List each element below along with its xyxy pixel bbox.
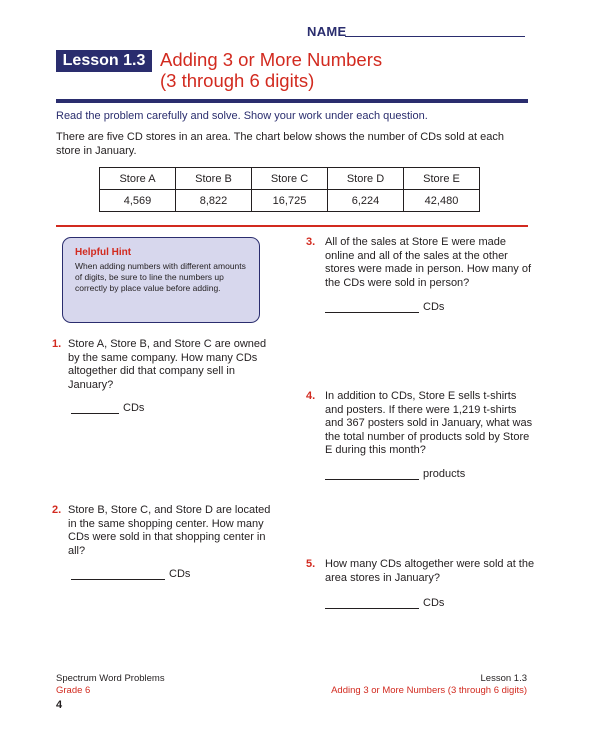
footer-left <box>56 673 165 697</box>
table-header-cell: Store B <box>176 168 252 190</box>
table-cell: 4,569 <box>100 190 176 212</box>
footer-lesson: Lesson 1.3 <box>480 673 527 684</box>
question-number: 4. <box>306 390 316 402</box>
hint-title: Helpful Hint <box>75 247 132 258</box>
lesson-title <box>160 49 382 91</box>
name-line[interactable] <box>345 36 525 37</box>
question-number: 1. <box>52 338 62 350</box>
table-cell: 42,480 <box>404 190 480 212</box>
context-text: There are five CD stores in an area. The chart below shows the number of CDs sold at each store in January. <box>56 131 504 157</box>
question-text: All of the sales at Store E were made online and all of the sales at the other stores were made in person. How many of the CDs were sold in person? <box>325 236 532 289</box>
lesson-title-line1: Adding 3 or More Numbers <box>160 49 383 70</box>
answer-1 <box>71 402 144 414</box>
question-3 <box>306 236 536 296</box>
answer-unit: CDs <box>423 301 445 313</box>
lesson-badge: Lesson 1.3 <box>56 50 152 72</box>
answer-unit: CDs <box>169 568 191 580</box>
table-cell: 16,725 <box>252 190 328 212</box>
footer-right <box>331 673 527 697</box>
table-row <box>100 190 480 212</box>
question-4 <box>306 390 536 462</box>
table-header-cell: Store D <box>328 168 404 190</box>
answer-blank[interactable] <box>325 468 419 480</box>
question-text: Store B, Store C, and Store D are located in the same shopping center. How many CDs were sold in that shopping center in all? <box>68 504 271 557</box>
instruction-text: Read the problem carefully and solve. Show your work under each question. <box>56 110 428 122</box>
hint-body: When adding numbers with different amounts of digits, be sure to line the numbers up correctly by place value before adding. <box>75 261 246 293</box>
question-number: 3. <box>306 236 316 248</box>
footer-grade: Grade 6 <box>56 685 91 696</box>
answer-4 <box>325 468 465 480</box>
question-1 <box>52 338 282 398</box>
answer-blank[interactable] <box>325 597 419 609</box>
lesson-title-line2: (3 through 6 digits) <box>160 70 315 91</box>
table-header-cell: Store A <box>100 168 176 190</box>
footer-lesson-title: Adding 3 or More Numbers (3 through 6 digits) <box>331 685 527 696</box>
question-2 <box>52 504 282 564</box>
answer-unit: CDs <box>423 597 445 609</box>
answer-blank[interactable] <box>71 402 119 414</box>
table-cell: 8,822 <box>176 190 252 212</box>
table-cell: 6,224 <box>328 190 404 212</box>
table-header-cell: Store C <box>252 168 328 190</box>
helpful-hint-box <box>62 237 260 323</box>
question-text: How many CDs altogether were sold at the area stores in January? <box>325 558 535 584</box>
table-header-cell: Store E <box>404 168 480 190</box>
section-divider <box>56 225 528 227</box>
answer-2 <box>71 568 190 580</box>
answer-5 <box>325 597 444 609</box>
question-text: In addition to CDs, Store E sells t-shirts and posters. If there were 1,219 t-shirts and 367 posters sold in January, what was the total number of products sold by Store E during this month? <box>325 390 533 456</box>
question-5 <box>306 558 536 588</box>
table-header-row <box>100 168 480 190</box>
answer-3 <box>325 301 444 313</box>
header-divider <box>56 99 528 103</box>
answer-unit: CDs <box>123 402 145 414</box>
cd-sales-table <box>99 167 480 212</box>
question-text: Store A, Store B, and Store C are owned by the same company. How many CDs altogether did that company sell in January? <box>68 338 267 391</box>
name-label: NAME <box>307 24 347 39</box>
question-number: 5. <box>306 558 316 570</box>
page-number: 4 <box>56 699 63 711</box>
answer-blank[interactable] <box>71 568 165 580</box>
question-number: 2. <box>52 504 62 516</box>
answer-blank[interactable] <box>325 301 419 313</box>
answer-unit: products <box>423 468 466 480</box>
footer-book-title: Spectrum Word Problems <box>56 673 165 684</box>
